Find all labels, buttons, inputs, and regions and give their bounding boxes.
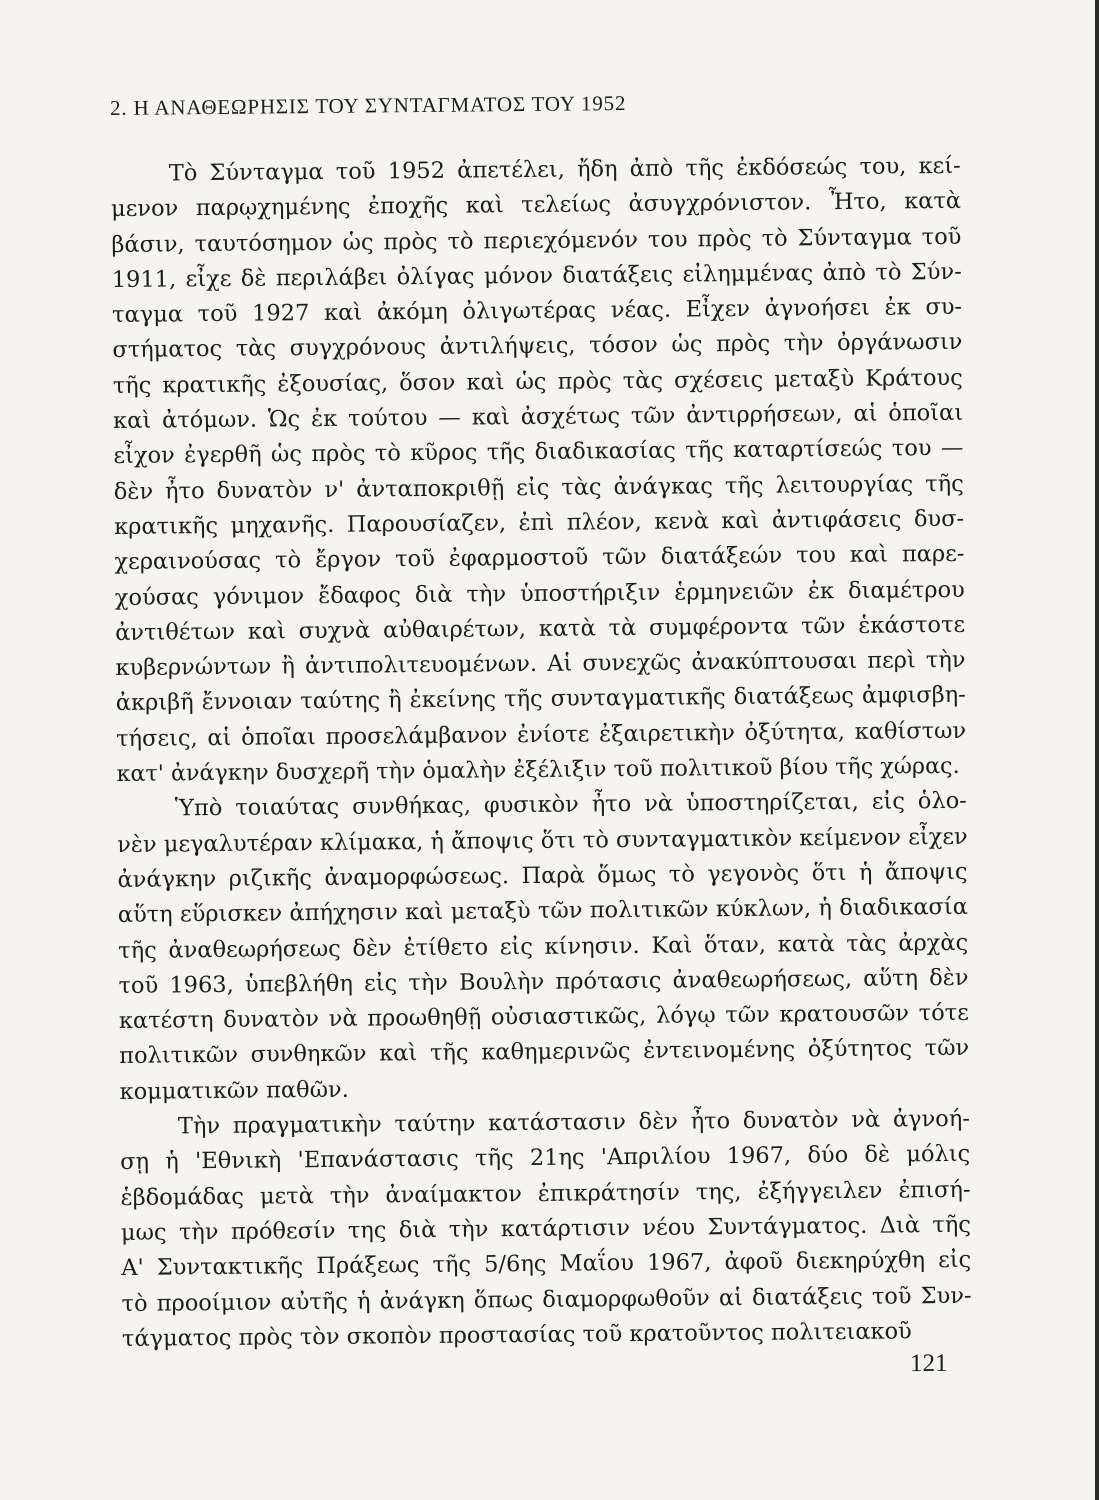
page-number: 121 [909, 1349, 948, 1378]
text-line: Τὸ Σύνταγμα τοῦ 1952 ἀπετέλει, ἤδη ἀπὸ τῆς ἐκδόσεώς του, κεί- [168, 152, 961, 187]
text-line: ἀκριβῆ ἔννοιαν ταύτης ἢ ἐκείνης τῆς συνταγματικῆς διατάξεως ἀμφισβη- [115, 682, 966, 717]
text-line: τῆς κρατικῆς ἐξουσίας, ὅσον καὶ ὡς πρὸς τὰς σχέσεις μεταξὺ Κράτους [112, 364, 963, 399]
text-line: αὕτη εὕρισκεν ἀπήχησιν καὶ μεταξὺ τῶν πολιτικῶν κύκλων, ἡ διαδικασία [117, 894, 968, 929]
text-line: κυβερνώντων ἢ ἀντιπολιτευομένων. Αἱ συνεχῶς ἀνακύπτουσαι περὶ τὴν [115, 646, 966, 682]
paragraph [111, 149, 967, 792]
section-heading: 2. Η ΑΝΑΘΕΩΡΗΣΙΣ ΤΟΥ ΣΥΝΤΑΓΜΑΤΟΣ ΤΟΥ 1952 [110, 91, 627, 120]
page-content [110, 88, 972, 1357]
text-line: σῃ ἡ 'Εθνικὴ 'Επανάστασις τῆς 21ης 'Απριλίου 1967, δύο δὲ μόλις [120, 1141, 971, 1176]
text-line: Α' Συντακτικῆς Πράξεως τῆς 5/6ης Μαΐου 1967, ἀφοῦ διεκηρύχθη εἰς [121, 1246, 972, 1282]
text-line: χούσας γόνιμον ἔδαφος διὰ τὴν ὑποστήριξιν ἑρμηνειῶν ἐκ διαμέτρου [114, 576, 965, 611]
text-line: κομματικῶν παθῶν. [119, 1076, 349, 1105]
text-line: ἑβδομάδας μετὰ τὴν ἀναίμακτον ἐπικράτησίν της, ἐξήγγειλεν ἐπισή- [120, 1176, 971, 1211]
body-text [111, 149, 972, 1357]
text-line: στήματος τὰς συγχρόνους ἀντιλήψεις, τόσον ὡς πρὸς τὴν ὀργάνωσιν [112, 329, 963, 364]
text-line: βάσιν, ταυτόσημον ὡς πρὸς τὸ περιεχόμενόν του πρὸς τὸ Σύνταγμα τοῦ [111, 223, 962, 258]
text-line: τοῦ 1963, ὑπεβλήθη εἰς τὴν Βουλὴν πρότασις ἀναθεωρήσεως, αὕτη δὲν [118, 964, 969, 999]
text-line: τήσεις, αἱ ὁποῖαι προσελάμβανον ἐνίοτε ἐξαιρετικὴν ὀξύτητα, καθίστων [116, 717, 967, 752]
text-line: ἀντιθέτων καὶ συχνὰ αὐθαιρέτων, κατὰ τὰ συμφέροντα τῶν ἑκάστοτε [115, 611, 966, 646]
text-line: καὶ ἀτόμων. Ὡς ἐκ τούτου — καὶ ἀσχέτως τῶν ἀντιρρήσεων, αἱ ὁποῖαι [112, 399, 964, 435]
text-line: χεραινούσας τὸ ἔργον τοῦ ἐφαρμοστοῦ τῶν διατάξεών του καὶ παρε- [114, 541, 965, 576]
text-line: πολιτικῶν συνθηκῶν καὶ τῆς καθημερινῶς ἐντεινομένης ὀξύτητος τῶν [119, 1035, 970, 1070]
text-line: ταγμα τοῦ 1927 καὶ ἀκόμη ὀλιγωτέρας νέας. Εἶχεν ἀγνοήσει ἐκ συ- [111, 294, 963, 329]
text-line: τάγματος πρὸς τὸν σκοπὸν προστασίας τοῦ κρατοῦντος πολιτειακοῦ [121, 1318, 912, 1352]
text-line: μως τὴν πρόθεσίν της διὰ τὴν κατάρτισιν νέου Συντάγματος. Διὰ τῆς [120, 1211, 971, 1246]
text-line: 1911, εἶχε δὲ περιλάβει ὀλίγας μόνον διατάξεις εἰλημμένας ἀπὸ τὸ Σύν- [111, 258, 962, 293]
text-line: κατ' ἀνάγκην δυσχερῆ τὴν ὁμαλὴν ἐξέλιξιν τοῦ πολιτικοῦ βίου τῆς χώρας. [116, 752, 960, 788]
text-line: μενον παρῳχημένης ἐποχῆς καὶ τελείως ἀσυγχρόνιστον. Ἦτο, κατὰ [110, 188, 962, 223]
text-line: Ὑπὸ τοιαύτας συνθήκας, φυσικὸν ἦτο νὰ ὑποστηρίζεται, εἰς ὁλο- [174, 788, 967, 822]
text-line: κατέστη δυνατὸν νὰ προωθηθῇ οὐσιαστικῶς, λόγῳ τῶν κρατουσῶν τότε [118, 999, 969, 1035]
text-line: Τὴν πραγματικὴν ταύτην κατάστασιν δὲν ἦτο δυνατὸν νὰ ἀγνοή- [177, 1105, 970, 1140]
text-line: τῆς ἀναθεωρήσεως δὲν ἐτίθετο εἰς κίνησιν. Καὶ ὅταν, κατὰ τὰς ἀρχὰς [118, 929, 969, 964]
text-line: εἶχον ἐγερθῆ ὡς πρὸς τὸ κῦρος τῆς διαδικασίας τῆς καταρτίσεώς του — [113, 435, 964, 470]
text-line: κρατικῆς μηχανῆς. Παρουσίαζεν, ἐπὶ πλέον, κενὰ καὶ ἀντιφάσεις δυσ- [114, 505, 965, 540]
text-line: ἀνάγκην ριζικῆς ἀναμορφώσεως. Παρὰ ὅμως τὸ γεγονὸς ὅτι ἡ ἄποψις [117, 858, 968, 893]
paragraph [117, 784, 970, 1110]
paragraph [120, 1102, 972, 1357]
scan-edge [1095, 0, 1099, 1500]
text-line: δὲν ἦτο δυνατὸν ν' ἀνταποκριθῇ εἰς τὰς ἀνάγκας τῆς λειτουργίας τῆς [113, 470, 964, 505]
text-line: τὸ προοίμιον αὐτῆς ἡ ἀνάγκη ὅπως διαμορφωθοῦν αἱ διατάξεις τοῦ Συν- [121, 1282, 972, 1317]
text-line: νὲν μεγαλυτέραν κλίμακα, ἡ ἄποψις ὅτι τὸ συνταγματικὸν κείμενον εἶχεν [117, 823, 968, 858]
